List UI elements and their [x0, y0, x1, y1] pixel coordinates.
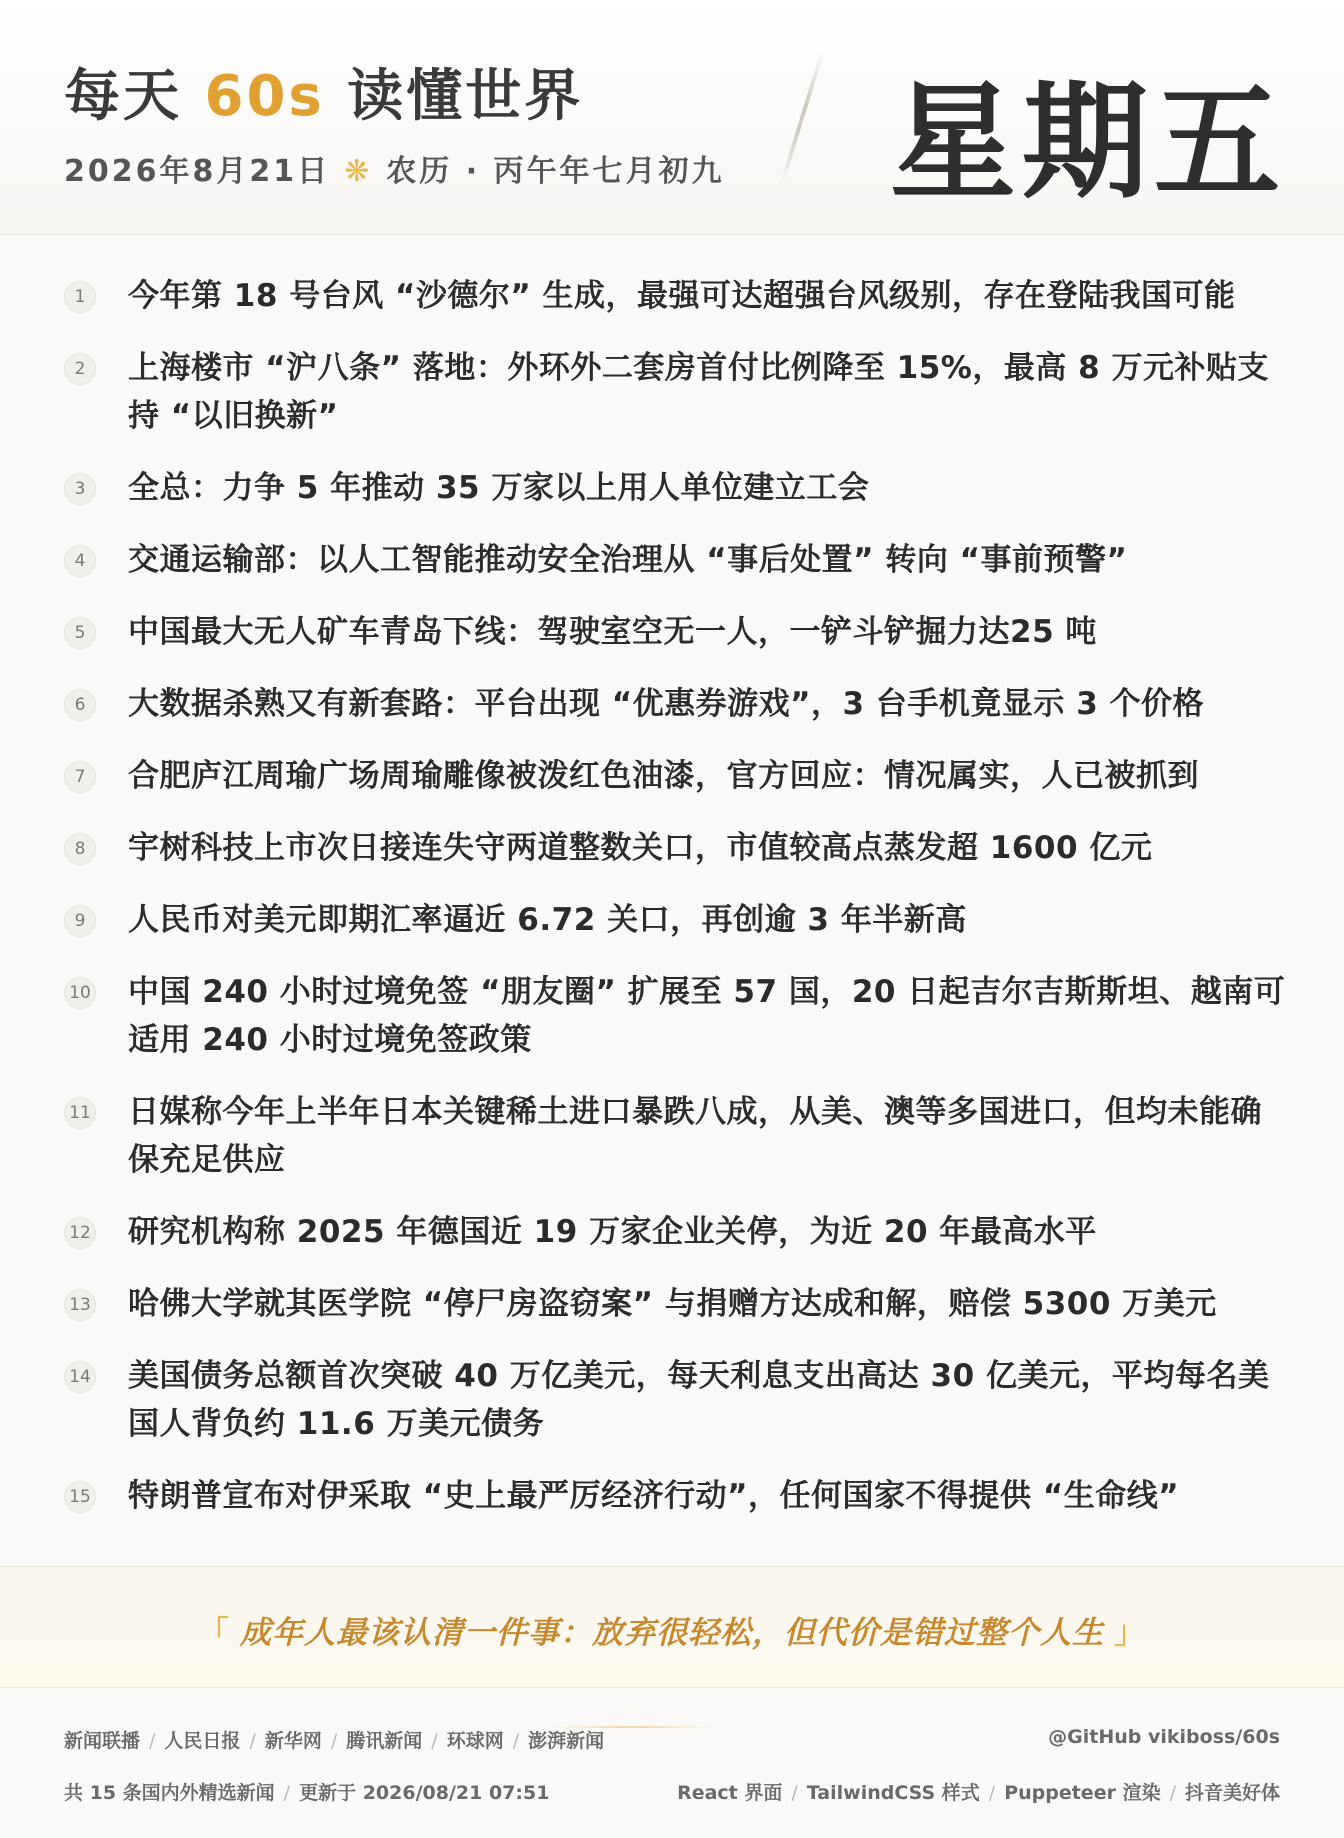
news-number: 9: [64, 905, 96, 937]
news-text: 宇树科技上市次日接连失守两道整数关口，市值较高点蒸发超 1600 亿元: [128, 830, 1153, 866]
news-number: 8: [64, 833, 96, 865]
source-item: 人民日报: [164, 1730, 241, 1752]
separator: /: [249, 1730, 256, 1752]
title-suffix: 读懂世界: [347, 64, 584, 129]
news-number: 5: [64, 617, 96, 649]
github-credit: @GitHub vikiboss/60s: [1048, 1726, 1280, 1748]
quote-band: [0, 1566, 1344, 1688]
separator: /: [512, 1730, 520, 1752]
source-list: [64, 1726, 604, 1753]
news-count: 共 15 条国内外精选新闻: [64, 1782, 275, 1804]
quote-open-mark: 「: [198, 1615, 230, 1651]
page-header: [0, 0, 1344, 235]
news-text: 中国 240 小时过境免签 “朋友圈” 扩展至 57 国，20 日起吉尔吉斯斯坦、越南可适用 240 小时过境免签政策: [128, 974, 1286, 1058]
sparkle-icon: ❋: [344, 154, 373, 189]
news-text: 哈佛大学就其医学院 “停尸房盗窃案” 与捐赠方达成和解，赔偿 5300 万美元: [128, 1286, 1217, 1322]
title-accent: 60s: [204, 64, 325, 129]
news-number: 10: [64, 977, 96, 1009]
page-title: [64, 52, 583, 132]
news-number: 4: [64, 545, 96, 577]
news-text: 日媒称今年上半年日本关键稀土进口暴跌八成，从美、澳等多国进口，但均未能确保充足供应: [128, 1094, 1262, 1178]
news-text: 人民币对美元即期汇率逼近 6.72 关口，再创逾 3 年半新高: [128, 902, 967, 938]
quote-close-mark: 」: [1114, 1615, 1146, 1651]
date-line: [64, 146, 725, 190]
separator: /: [1169, 1782, 1176, 1804]
separator: /: [283, 1782, 291, 1804]
separator: /: [988, 1782, 996, 1804]
source-item: 新闻联播: [64, 1730, 141, 1752]
news-text: 合肥庐江周瑜广场周瑜雕像被泼红色油漆，官方回应：情况属实，人已被抓到: [128, 758, 1199, 794]
news-number: 7: [64, 761, 96, 793]
news-number: 14: [64, 1361, 96, 1393]
news-meta: [64, 1778, 549, 1805]
tech-item: Puppeteer 渲染: [1004, 1782, 1161, 1804]
tech-item: 抖音美好体: [1184, 1782, 1280, 1804]
source-item: 腾讯新闻: [346, 1730, 423, 1752]
weekday: 星期五: [890, 69, 1286, 216]
slash-divider: [780, 52, 824, 184]
news-number: 1: [64, 281, 96, 313]
separator: /: [330, 1730, 338, 1752]
separator: /: [149, 1730, 156, 1752]
news-text: 美国债务总额首次突破 40 万亿美元，每天利息支出高达 30 亿美元，平均每名美国人背负约 11.6 万美元债务: [128, 1358, 1270, 1442]
news-number: 15: [64, 1481, 96, 1513]
page-footer: [0, 1686, 1344, 1838]
tech-item: React 界面: [677, 1782, 783, 1804]
news-text: 上海楼市 “沪八条” 落地：外环外二套房首付比例降至 15%，最高 8 万元补贴支持 “以旧换新”: [128, 350, 1269, 434]
news-text: 交通运输部：以人工智能推动安全治理从 “事后处置” 转向 “事前预警”: [128, 542, 1128, 578]
separator: /: [431, 1730, 438, 1752]
source-item: 澎湃新闻: [528, 1730, 605, 1752]
news-text: 今年第 18 号台风 “沙德尔” 生成，最强可达超强台风级别，存在登陆我国可能: [128, 278, 1236, 314]
source-item: 环球网: [446, 1730, 504, 1752]
tech-item: TailwindCSS 样式: [806, 1782, 980, 1804]
update-time: 更新于 2026/08/21 07:51: [299, 1782, 550, 1804]
news-text: 全总：力争 5 年推动 35 万家以上用人单位建立工会: [128, 470, 870, 506]
lunar-date: 农历 · 丙午年七月初九: [386, 154, 725, 189]
tech-credits: [677, 1778, 1280, 1805]
news-number: 13: [64, 1289, 96, 1321]
news-text: 特朗普宣布对伊采取 “史上最严厉经济行动”，任何国家不得提供 “生命线”: [128, 1478, 1180, 1514]
news-text: 中国最大无人矿车青岛下线：驾驶室空无一人，一铲斗铲掘力达25 吨: [128, 614, 1097, 650]
source-item: 新华网: [264, 1730, 322, 1752]
news-number: 6: [64, 689, 96, 721]
separator: /: [791, 1782, 798, 1804]
news-number: 2: [64, 353, 96, 385]
news-number: 12: [64, 1217, 96, 1249]
daily-quote: [0, 1607, 1344, 1652]
title-prefix: 每天: [64, 64, 182, 129]
date-text: 2026年8月21日: [64, 154, 331, 189]
news-text: 研究机构称 2025 年德国近 19 万家企业关停，为近 20 年最高水平: [128, 1214, 1097, 1250]
quote-text: 成年人最该认清一件事：放弃很轻松，但代价是错过整个人生: [240, 1615, 1104, 1651]
news-number: 3: [64, 473, 96, 505]
news-number: 11: [64, 1097, 96, 1129]
news-text: 大数据杀熟又有新套路：平台出现 “优惠券游戏”，3 台手机竟显示 3 个价格: [128, 686, 1205, 722]
